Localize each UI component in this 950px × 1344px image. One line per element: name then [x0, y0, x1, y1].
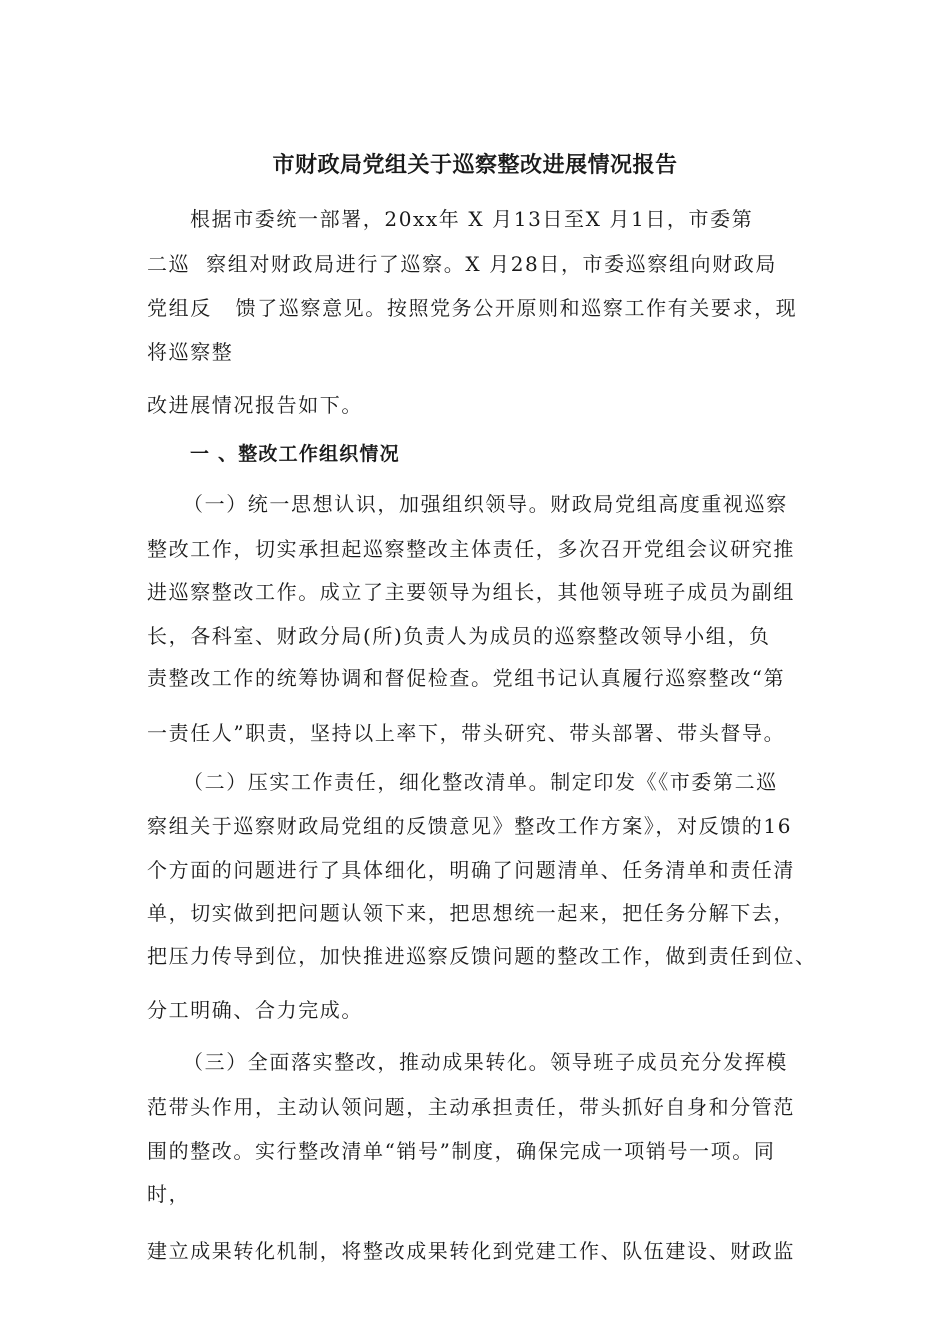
paragraph-line: 长，各科室、财政分局(所)负责人为成员的巡察整改领导小组，负 [147, 624, 771, 648]
paragraph-line: 根据市委统一部署，20xx年 X 月13日至X 月1日，市委第 [190, 207, 754, 231]
paragraph-line: 党组反 馈了巡察意见。按照党务公开原则和巡察工作有关要求，现 [147, 296, 798, 320]
paragraph-line: 二巡 察组对财政局进行了巡察。X 月28日，市委巡察组向财政局 [147, 252, 777, 276]
paragraph-line: 单，切实做到把问题认领下来，把思想统一起来，把任务分解下去， [147, 901, 795, 925]
paragraph-line: 一责任人”职责，坚持以上率下，带头研究、带头部署、带头督导。 [147, 721, 786, 745]
paragraph-line: 建立成果转化机制，将整改成果转化到党建工作、队伍建设、财政监 [147, 1239, 795, 1263]
paragraph-line: （三）全面落实整改，推动成果转化。领导班子成员充分发挥模 [183, 1050, 788, 1074]
paragraph-line: 个方面的问题进行了具体细化，明确了问题清单、任务清单和责任清 [147, 858, 795, 882]
paragraph-line: 察组关于巡察财政局党组的反馈意见》整改工作方案》，对反馈的16 [147, 814, 793, 838]
paragraph-line: 时， [147, 1182, 191, 1206]
paragraph-line: 改进展情况报告如下。 [147, 393, 363, 417]
paragraph-line: 范带头作用，主动认领问题，主动承担责任，带头抓好自身和分管范 [147, 1095, 795, 1119]
paragraph-line: 围的整改。实行整改清单“销号”制度，确保完成一项销号一项。同 [147, 1139, 776, 1163]
paragraph-line: 整改工作，切实承担起巡察整改主体责任，多次召开党组会议研究推 [147, 537, 795, 561]
paragraph-line: 分工明确、合力完成。 [147, 998, 363, 1022]
paragraph-line: 将巡察整 [147, 340, 234, 364]
paragraph-line: 把压力传导到位，加快推进巡察反馈问题的整改工作，做到责任到位、 [147, 944, 817, 968]
section-heading: 一 、整改工作组织情况 [190, 443, 400, 465]
paragraph-line: （一）统一思想认识，加强组织领导。财政局党组高度重视巡察 [183, 492, 788, 516]
document-title: 市财政局党组关于巡察整改进展情况报告 [272, 153, 678, 178]
paragraph-line: 责整改工作的统筹协调和督促检查。党组书记认真履行巡察整改“第 [147, 666, 786, 690]
paragraph-line: 进巡察整改工作。成立了主要领导为组长，其他领导班子成员为副组 [147, 580, 795, 604]
paragraph-line: （二）压实工作责任，细化整改清单。制定印发《《市委第二巡 [183, 770, 778, 794]
